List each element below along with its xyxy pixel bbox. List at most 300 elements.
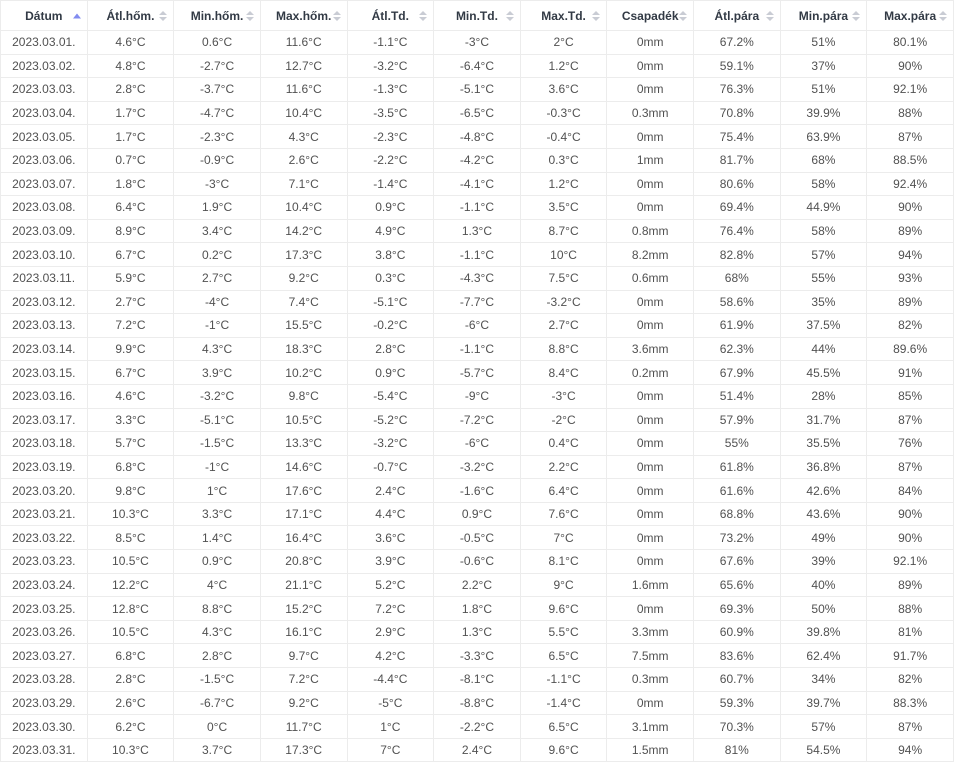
cell-datum: 2023.03.17.	[1, 408, 88, 432]
cell-min_para: 54.5%	[780, 738, 867, 762]
cell-csapadek: 1mm	[607, 148, 694, 172]
cell-max_hom: 17.1°C	[260, 502, 347, 526]
sort-both-icon[interactable]	[679, 11, 687, 21]
cell-min_para: 63.9%	[780, 125, 867, 149]
cell-datum: 2023.03.15.	[1, 361, 88, 385]
cell-max_td: 6.5°C	[520, 644, 607, 668]
cell-max_td: 9.6°C	[520, 738, 607, 762]
cell-csapadek: 1.6mm	[607, 573, 694, 597]
table-row	[1, 31, 954, 55]
cell-datum: 2023.03.08.	[1, 196, 88, 220]
cell-csapadek: 0mm	[607, 290, 694, 314]
cell-max_para: 92.1%	[867, 550, 954, 574]
cell-csapadek: 3.3mm	[607, 620, 694, 644]
cell-max_td: 8.8°C	[520, 337, 607, 361]
cell-min_td: 0.9°C	[434, 502, 521, 526]
cell-min_td: -1.1°C	[434, 337, 521, 361]
cell-max_td: 6.4°C	[520, 479, 607, 503]
cell-max_para: 82%	[867, 668, 954, 692]
table-row	[1, 644, 954, 668]
cell-max_hom: 12.7°C	[260, 54, 347, 78]
table-row	[1, 148, 954, 172]
cell-atl_td: -1.4°C	[347, 172, 434, 196]
cell-atl_td: 2.9°C	[347, 620, 434, 644]
column-header-label: Átl.Td.	[371, 8, 409, 23]
column-header-label: Átl.pára	[714, 8, 760, 23]
cell-csapadek: 0.3mm	[607, 668, 694, 692]
cell-min_para: 36.8%	[780, 455, 867, 479]
cell-atl_para: 69.4%	[694, 196, 781, 220]
cell-atl_para: 60.9%	[694, 620, 781, 644]
table-row	[1, 455, 954, 479]
cell-atl_para: 62.3%	[694, 337, 781, 361]
cell-atl_hom: 8.9°C	[87, 219, 174, 243]
cell-atl_para: 68%	[694, 266, 781, 290]
cell-csapadek: 0mm	[607, 31, 694, 55]
cell-max_td: 1.2°C	[520, 54, 607, 78]
cell-min_para: 51%	[780, 31, 867, 55]
cell-csapadek: 0.3mm	[607, 101, 694, 125]
cell-min_hom: 3.9°C	[174, 361, 261, 385]
cell-datum: 2023.03.11.	[1, 266, 88, 290]
cell-atl_hom: 6.2°C	[87, 715, 174, 739]
cell-datum: 2023.03.12.	[1, 290, 88, 314]
cell-csapadek: 0mm	[607, 502, 694, 526]
cell-datum: 2023.03.09.	[1, 219, 88, 243]
cell-max_hom: 14.6°C	[260, 455, 347, 479]
cell-min_td: -6°C	[434, 314, 521, 338]
cell-max_td: 9.6°C	[520, 597, 607, 621]
sort-down-triangle-icon	[852, 17, 860, 21]
cell-max_hom: 7.1°C	[260, 172, 347, 196]
cell-min_td: 1.3°C	[434, 620, 521, 644]
cell-csapadek: 3.6mm	[607, 337, 694, 361]
cell-max_hom: 17.3°C	[260, 243, 347, 267]
column-header-label: Min.Td.	[455, 8, 498, 23]
cell-max_hom: 21.1°C	[260, 573, 347, 597]
cell-min_td: 1.8°C	[434, 597, 521, 621]
cell-csapadek: 0mm	[607, 479, 694, 503]
cell-max_td: 2.7°C	[520, 314, 607, 338]
column-header-atl_para[interactable]	[694, 1, 781, 31]
cell-max_td: -1.4°C	[520, 691, 607, 715]
table-row	[1, 408, 954, 432]
table-row	[1, 266, 954, 290]
cell-atl_hom: 1.7°C	[87, 125, 174, 149]
table-row	[1, 573, 954, 597]
cell-atl_para: 73.2%	[694, 526, 781, 550]
sort-up-triangle-icon	[159, 11, 167, 15]
cell-atl_para: 67.2%	[694, 31, 781, 55]
cell-max_para: 80.1%	[867, 31, 954, 55]
cell-min_para: 37%	[780, 54, 867, 78]
cell-atl_hom: 5.7°C	[87, 432, 174, 456]
sort-down-triangle-icon	[679, 17, 687, 21]
cell-min_para: 34%	[780, 668, 867, 692]
cell-max_td: -0.4°C	[520, 125, 607, 149]
cell-atl_hom: 4.8°C	[87, 54, 174, 78]
cell-atl_hom: 3.3°C	[87, 408, 174, 432]
sort-down-triangle-icon	[419, 17, 427, 21]
cell-datum: 2023.03.28.	[1, 668, 88, 692]
table-row	[1, 479, 954, 503]
sort-asc-triangle-icon	[73, 13, 81, 18]
cell-max_td: 7.5°C	[520, 266, 607, 290]
cell-atl_hom: 12.2°C	[87, 573, 174, 597]
sort-both-icon[interactable]	[592, 11, 600, 21]
table-row	[1, 502, 954, 526]
cell-atl_td: -3.2°C	[347, 432, 434, 456]
sort-up-triangle-icon	[592, 11, 600, 15]
cell-datum: 2023.03.04.	[1, 101, 88, 125]
sort-up-triangle-icon	[419, 11, 427, 15]
cell-atl_para: 57.9%	[694, 408, 781, 432]
table-header	[1, 1, 954, 31]
cell-csapadek: 0.8mm	[607, 219, 694, 243]
cell-min_hom: -5.1°C	[174, 408, 261, 432]
cell-min_td: -1.1°C	[434, 196, 521, 220]
cell-atl_para: 81%	[694, 738, 781, 762]
sort-down-triangle-icon	[592, 17, 600, 21]
cell-min_td: -3.3°C	[434, 644, 521, 668]
cell-max_hom: 11.7°C	[260, 715, 347, 739]
sort-down-triangle-icon	[506, 17, 514, 21]
table-row	[1, 337, 954, 361]
cell-min_td: -3.2°C	[434, 455, 521, 479]
column-header-max_td[interactable]	[520, 1, 607, 31]
cell-atl_para: 59.3%	[694, 691, 781, 715]
cell-csapadek: 0.6mm	[607, 266, 694, 290]
cell-min_hom: 4.3°C	[174, 337, 261, 361]
column-header-label: Átl.hőm.	[106, 8, 155, 23]
cell-atl_hom: 6.4°C	[87, 196, 174, 220]
cell-min_td: -8.8°C	[434, 691, 521, 715]
cell-atl_hom: 9.8°C	[87, 479, 174, 503]
cell-max_para: 88%	[867, 597, 954, 621]
cell-min_hom: 0.9°C	[174, 550, 261, 574]
sort-down-triangle-icon	[333, 17, 341, 21]
cell-min_td: 1.3°C	[434, 219, 521, 243]
column-header-label: Dátum	[25, 8, 63, 23]
cell-min_para: 51%	[780, 78, 867, 102]
cell-atl_td: 7°C	[347, 738, 434, 762]
sort-both-icon[interactable]	[506, 11, 514, 21]
cell-min_hom: -1°C	[174, 314, 261, 338]
cell-max_td: -2°C	[520, 408, 607, 432]
cell-max_para: 91.7%	[867, 644, 954, 668]
cell-min_td: -0.5°C	[434, 526, 521, 550]
cell-atl_para: 76.4%	[694, 219, 781, 243]
cell-max_td: 0.3°C	[520, 148, 607, 172]
table-row	[1, 384, 954, 408]
cell-max_hom: 9.8°C	[260, 384, 347, 408]
cell-datum: 2023.03.22.	[1, 526, 88, 550]
table-row	[1, 101, 954, 125]
cell-datum: 2023.03.29.	[1, 691, 88, 715]
cell-max_hom: 10.4°C	[260, 196, 347, 220]
cell-atl_td: -0.2°C	[347, 314, 434, 338]
cell-min_hom: 0.2°C	[174, 243, 261, 267]
cell-csapadek: 7.5mm	[607, 644, 694, 668]
cell-datum: 2023.03.18.	[1, 432, 88, 456]
cell-min_td: -5.7°C	[434, 361, 521, 385]
cell-min_hom: -3.7°C	[174, 78, 261, 102]
header-row	[1, 1, 954, 31]
cell-min_td: -7.7°C	[434, 290, 521, 314]
sort-both-icon[interactable]	[159, 11, 167, 21]
cell-min_para: 31.7%	[780, 408, 867, 432]
cell-atl_hom: 2.6°C	[87, 691, 174, 715]
cell-datum: 2023.03.10.	[1, 243, 88, 267]
cell-max_hom: 11.6°C	[260, 78, 347, 102]
cell-atl_hom: 1.8°C	[87, 172, 174, 196]
cell-datum: 2023.03.19.	[1, 455, 88, 479]
cell-csapadek: 0mm	[607, 54, 694, 78]
cell-datum: 2023.03.26.	[1, 620, 88, 644]
column-header-min_td[interactable]	[434, 1, 521, 31]
cell-min_hom: 0°C	[174, 715, 261, 739]
cell-atl_td: -4.4°C	[347, 668, 434, 692]
cell-max_para: 90%	[867, 526, 954, 550]
table-row	[1, 597, 954, 621]
cell-min_para: 58%	[780, 219, 867, 243]
cell-atl_td: 5.2°C	[347, 573, 434, 597]
cell-atl_hom: 5.9°C	[87, 266, 174, 290]
cell-max_hom: 9.2°C	[260, 266, 347, 290]
cell-min_para: 39.9%	[780, 101, 867, 125]
cell-atl_para: 67.6%	[694, 550, 781, 574]
cell-max_para: 93%	[867, 266, 954, 290]
cell-max_para: 87%	[867, 125, 954, 149]
cell-csapadek: 3.1mm	[607, 715, 694, 739]
cell-atl_para: 75.4%	[694, 125, 781, 149]
cell-min_para: 68%	[780, 148, 867, 172]
sort-both-icon[interactable]	[852, 11, 860, 21]
table-row	[1, 172, 954, 196]
cell-datum: 2023.03.01.	[1, 31, 88, 55]
cell-datum: 2023.03.07.	[1, 172, 88, 196]
cell-min_td: -9°C	[434, 384, 521, 408]
cell-atl_td: 3.9°C	[347, 550, 434, 574]
cell-max_para: 87%	[867, 715, 954, 739]
table-row	[1, 526, 954, 550]
sort-down-triangle-icon	[246, 17, 254, 21]
cell-min_hom: 2.7°C	[174, 266, 261, 290]
table-row	[1, 196, 954, 220]
cell-max_hom: 10.4°C	[260, 101, 347, 125]
cell-atl_td: 2.8°C	[347, 337, 434, 361]
cell-atl_para: 67.9%	[694, 361, 781, 385]
cell-csapadek: 0mm	[607, 408, 694, 432]
sort-both-icon[interactable]	[766, 11, 774, 21]
cell-atl_td: -2.3°C	[347, 125, 434, 149]
cell-csapadek: 0mm	[607, 384, 694, 408]
cell-max_hom: 10.2°C	[260, 361, 347, 385]
cell-datum: 2023.03.16.	[1, 384, 88, 408]
cell-atl_para: 83.6%	[694, 644, 781, 668]
sort-both-icon[interactable]	[419, 11, 427, 21]
cell-atl_td: 2.4°C	[347, 479, 434, 503]
cell-max_td: 8.4°C	[520, 361, 607, 385]
cell-min_para: 35.5%	[780, 432, 867, 456]
cell-max_td: 5.5°C	[520, 620, 607, 644]
cell-atl_td: 0.3°C	[347, 266, 434, 290]
cell-min_hom: -3.2°C	[174, 384, 261, 408]
cell-atl_hom: 10.3°C	[87, 738, 174, 762]
cell-atl_para: 60.7%	[694, 668, 781, 692]
sort-both-icon[interactable]	[333, 11, 341, 21]
cell-min_hom: 4°C	[174, 573, 261, 597]
cell-datum: 2023.03.31.	[1, 738, 88, 762]
cell-max_td: 8.1°C	[520, 550, 607, 574]
cell-max_td: 7°C	[520, 526, 607, 550]
cell-atl_td: 0.9°C	[347, 361, 434, 385]
column-header-datum[interactable]	[1, 1, 88, 31]
cell-csapadek: 0mm	[607, 125, 694, 149]
cell-atl_para: 76.3%	[694, 78, 781, 102]
cell-max_hom: 16.1°C	[260, 620, 347, 644]
cell-min_para: 57%	[780, 243, 867, 267]
cell-max_td: -3.2°C	[520, 290, 607, 314]
cell-csapadek: 0mm	[607, 432, 694, 456]
table-row	[1, 219, 954, 243]
cell-max_hom: 20.8°C	[260, 550, 347, 574]
column-header-csapadek[interactable]	[607, 1, 694, 31]
cell-datum: 2023.03.05.	[1, 125, 88, 149]
cell-min_td: -2.2°C	[434, 715, 521, 739]
cell-max_para: 90%	[867, 502, 954, 526]
cell-atl_hom: 6.7°C	[87, 361, 174, 385]
cell-min_para: 35%	[780, 290, 867, 314]
cell-min_hom: -1.5°C	[174, 432, 261, 456]
cell-max_hom: 18.3°C	[260, 337, 347, 361]
cell-atl_para: 81.7%	[694, 148, 781, 172]
cell-datum: 2023.03.23.	[1, 550, 88, 574]
cell-min_para: 28%	[780, 384, 867, 408]
cell-max_hom: 14.2°C	[260, 219, 347, 243]
sort-both-icon[interactable]	[939, 11, 947, 21]
column-header-label: Csapadék	[621, 8, 679, 23]
cell-max_td: 8.7°C	[520, 219, 607, 243]
cell-max_para: 81%	[867, 620, 954, 644]
cell-min_td: -6°C	[434, 432, 521, 456]
cell-min_para: 58%	[780, 172, 867, 196]
cell-datum: 2023.03.24.	[1, 573, 88, 597]
cell-csapadek: 0mm	[607, 314, 694, 338]
cell-csapadek: 0mm	[607, 691, 694, 715]
column-header-min_hom[interactable]	[174, 1, 261, 31]
table-row	[1, 54, 954, 78]
cell-max_hom: 15.2°C	[260, 597, 347, 621]
column-header-max_hom[interactable]	[260, 1, 347, 31]
cell-max_hom: 15.5°C	[260, 314, 347, 338]
cell-csapadek: 8.2mm	[607, 243, 694, 267]
column-header-min_para[interactable]	[780, 1, 867, 31]
cell-max_td: 9°C	[520, 573, 607, 597]
cell-max_para: 94%	[867, 738, 954, 762]
table-row	[1, 432, 954, 456]
cell-atl_para: 51.4%	[694, 384, 781, 408]
cell-max_para: 76%	[867, 432, 954, 456]
column-header-max_para[interactable]	[867, 1, 954, 31]
cell-min_hom: 8.8°C	[174, 597, 261, 621]
cell-datum: 2023.03.30.	[1, 715, 88, 739]
cell-min_hom: -2.7°C	[174, 54, 261, 78]
column-header-atl_td[interactable]	[347, 1, 434, 31]
table-row	[1, 715, 954, 739]
cell-csapadek: 0mm	[607, 550, 694, 574]
cell-min_hom: 2.8°C	[174, 644, 261, 668]
cell-csapadek: 0mm	[607, 455, 694, 479]
cell-max_para: 90%	[867, 54, 954, 78]
cell-max_td: 7.6°C	[520, 502, 607, 526]
cell-max_td: -0.3°C	[520, 101, 607, 125]
column-header-atl_hom[interactable]	[87, 1, 174, 31]
cell-max_para: 88%	[867, 101, 954, 125]
cell-min_para: 40%	[780, 573, 867, 597]
cell-max_para: 92.4%	[867, 172, 954, 196]
cell-atl_td: -1.3°C	[347, 78, 434, 102]
cell-max_hom: 7.4°C	[260, 290, 347, 314]
column-header-label: Max.Td.	[541, 8, 586, 23]
cell-atl_td: -5.1°C	[347, 290, 434, 314]
cell-datum: 2023.03.27.	[1, 644, 88, 668]
cell-min_hom: 4.3°C	[174, 620, 261, 644]
cell-csapadek: 0mm	[607, 172, 694, 196]
cell-max_hom: 17.3°C	[260, 738, 347, 762]
cell-min_hom: -1.5°C	[174, 668, 261, 692]
cell-max_td: 10°C	[520, 243, 607, 267]
table-row	[1, 361, 954, 385]
cell-atl_hom: 9.9°C	[87, 337, 174, 361]
cell-datum: 2023.03.03.	[1, 78, 88, 102]
cell-atl_td: -3.5°C	[347, 101, 434, 125]
cell-atl_hom: 8.5°C	[87, 526, 174, 550]
cell-min_td: -4.1°C	[434, 172, 521, 196]
cell-min_para: 39.8%	[780, 620, 867, 644]
cell-max_td: 6.5°C	[520, 715, 607, 739]
cell-max_para: 89.6%	[867, 337, 954, 361]
table-row	[1, 314, 954, 338]
cell-csapadek: 1.5mm	[607, 738, 694, 762]
cell-atl_hom: 2.8°C	[87, 78, 174, 102]
cell-atl_td: -0.7°C	[347, 455, 434, 479]
cell-csapadek: 0.2mm	[607, 361, 694, 385]
sort-ascending-icon[interactable]	[73, 13, 81, 18]
cell-max_para: 85%	[867, 384, 954, 408]
cell-min_td: -0.6°C	[434, 550, 521, 574]
cell-min_td: -1.6°C	[434, 479, 521, 503]
cell-datum: 2023.03.14.	[1, 337, 88, 361]
cell-min_td: 2.2°C	[434, 573, 521, 597]
table-row	[1, 550, 954, 574]
cell-min_hom: -2.3°C	[174, 125, 261, 149]
cell-csapadek: 0mm	[607, 597, 694, 621]
sort-both-icon[interactable]	[246, 11, 254, 21]
sort-up-triangle-icon	[333, 11, 341, 15]
cell-atl_td: -5°C	[347, 691, 434, 715]
cell-atl_para: 70.8%	[694, 101, 781, 125]
cell-atl_hom: 10.5°C	[87, 620, 174, 644]
cell-min_td: -4.2°C	[434, 148, 521, 172]
cell-min_td: -4.3°C	[434, 266, 521, 290]
cell-max_hom: 4.3°C	[260, 125, 347, 149]
cell-max_hom: 17.6°C	[260, 479, 347, 503]
cell-min_td: -7.2°C	[434, 408, 521, 432]
cell-atl_hom: 12.8°C	[87, 597, 174, 621]
cell-min_td: -3°C	[434, 31, 521, 55]
cell-max_para: 90%	[867, 196, 954, 220]
